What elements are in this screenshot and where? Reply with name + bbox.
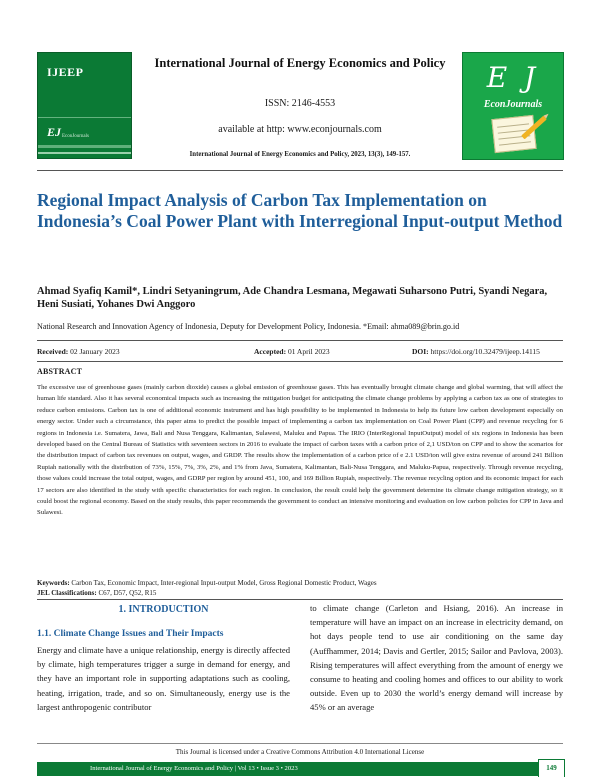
affiliation-divider xyxy=(37,340,563,341)
abstract-text: The excessive use of greenhouse gases (mainly carbon dioxide) causes a global emission of greenhouse gases. This has eventually brought climate change and global warming, that will affect the human life standard. Also it has several economical impacts such as increasing the mitigation budget for anticipating the climate change problems by applying a carbon tax as one of strategies to reduce carbon emissions. Carbon tax is one of additional economic instrument and has high possibility to be implemented in Indonesia to help its future low carbon development especially on energy sector. Under such a circumstance, this paper aims to predict the possible impact of implementing a carbon tax implementation on Coal Power Plant (CPP) and revenue recycling for 6 regions in Indonesia i.e. Sumatera, Jawa, Bali and Nusa Tenggara, Kalimantan, Sulawesi, Maluku and Papua. The IRIO (InterRegional InputOutput) model of six regions in Indonesia has been developed based on the Central Bureau of Statistics with seventeen sectors in 2016 to evaluate the impact of carbon taxes with a carbon price of 2,1 USD/ton on CPP and to show the scenarios for the distribution impact of carbon tax revenues on output, wages, and GRDP. The results show the implementation of a carbon price of e 2.1 USD/ton will give extra revenue of around 241 Billion Rupiah nationally with the distribution of 73%, 15%, 7%, 3%, 2%, and 1% from Java, Sumatera, Kalimantan, Bali-Nusa Tenggara, and Maluku-Papua, respectively. Through revenue recycling, those values could increase the total output, wages, and GDRP per region by around 451, 100, and 169 Billion Rupiah, respectively. The revenue recycling option and its economic impact for each 17 sectors are also identified in the study with specific characteristics for each region. In conclusion, the result could help the government determine its climate change mitigation strategy, so it could boost the regional economy. Based on the study results, this paper recommends the government to conduct an intensive monitoring and evaluation on low carbon policies for CPP in Java and Sulawesi. xyxy=(37,384,563,517)
journal-issn: ISSN: 2146-4553 xyxy=(264,98,336,109)
abstract-divider xyxy=(37,599,563,600)
page-number-box xyxy=(538,759,565,777)
body-column-right: to climate change (Carleton and Hsiang, 2016). An increase in temperature will have an impact on an increase in electricity demand, on hot days people tend to use air conditioning on the same day (Auffhammer, 2014; Davis and Gertler, 2015; Sailor and Pavlova, 2003). Rising temperatures will affect everything from the amount of energy we consume to heating and cooling homes and offices to our ability to work outside. Even up to 2030 the world’s energy demand will increase by 45% or an average xyxy=(310,603,563,713)
license-notice[interactable]: This Journal is licensed under a Creative Commons Attribution 4.0 International License xyxy=(175,748,425,756)
dates-divider xyxy=(37,361,563,362)
logo-text: EconJournals xyxy=(483,99,543,110)
cover-brand: EJ xyxy=(47,125,62,139)
article-doi[interactable]: DOI: https://doi.org/10.32479/ijeep.14115 xyxy=(412,347,540,356)
footer-divider xyxy=(37,743,563,744)
subsection-heading: 1.1. Climate Change Issues and Their Impacts xyxy=(37,629,224,639)
author-affiliation: National Research and Innovation Agency of Indonesia, Deputy for Development Policy, Indonesia. *Email: ahma089@brin.go.id xyxy=(37,322,460,331)
section-heading: 1. INTRODUCTION xyxy=(118,604,209,615)
accepted-date: Accepted: 01 April 2023 xyxy=(254,347,330,356)
article-dates xyxy=(37,347,563,357)
header-divider xyxy=(37,170,563,171)
abstract-heading: ABSTRACT xyxy=(37,367,83,376)
journal-website[interactable]: available at http: www.econjournals.com xyxy=(218,124,382,135)
keywords: Keywords: Carbon Tax, Economic Impact, Inter-regional Input-output Model, Gross Regional Domestic Product, Wages xyxy=(37,579,377,587)
article-citation: International Journal of Energy Economics and Policy, 2023, 13(3), 149-157. xyxy=(189,151,411,158)
logo-letters: E J xyxy=(486,61,540,94)
received-date: Received: 02 January 2023 xyxy=(37,347,120,356)
page-number: 149 xyxy=(546,764,557,772)
jel-classifications: JEL Classifications: C67, D57, Q52, R15 xyxy=(37,588,157,597)
footer-journal-info: International Journal of Energy Economics and Policy | Vol 13 • Issue 3 • 2023 xyxy=(90,765,298,772)
footer-bar xyxy=(37,762,542,776)
body-column-left: Energy and climate have a unique relationship, energy is directly affected by climate, high temperatures trigger a surge in demand for energy, and they have an important role in supporting adaptations such as cooling, heating, irrigation, trade, and so on. Simultaneously, energy use is the largest anthropogenic contributor xyxy=(37,645,290,712)
journal-title: International Journal of Energy Economics and Policy xyxy=(154,56,446,70)
article-title: Regional Impact Analysis of Carbon Tax Implementation on Indonesia’s Coal Power Plant with Interregional Input-output Method xyxy=(37,190,563,231)
cover-brand-small: EconJournals xyxy=(62,134,89,139)
cover-title: IJEEP xyxy=(47,65,84,79)
econjournals-logo xyxy=(462,52,564,160)
article-authors: Ahmad Syafiq Kamil*, Lindri Setyaningrum, Ade Chandra Lesmana, Megawati Suharsono Putri, Syandi Negara, Heni Susiati, Yohanes Dwi Anggoro xyxy=(37,286,548,310)
keywords-block xyxy=(37,579,563,598)
journal-cover-image xyxy=(37,52,132,159)
